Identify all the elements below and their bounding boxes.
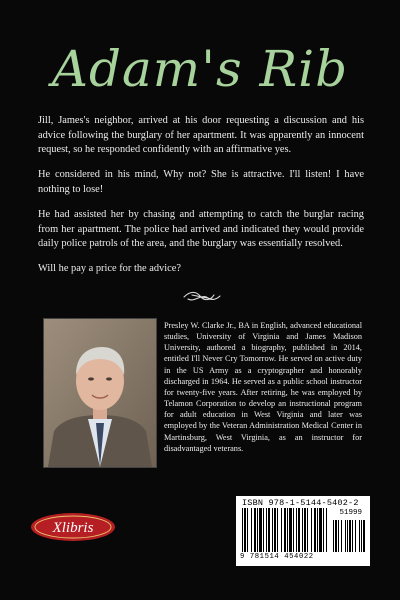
- blurb-paragraph: Jill, James's neighbor, arrived at his door requesting a discussion and his advice following the burglary of her apartment. It was apparently an innocent request, so he responded confidently with an affirmative yes.: [38, 115, 364, 156]
- svg-text:Xlibris: Xlibris: [52, 520, 94, 536]
- barcode-bars-icon: [242, 508, 328, 552]
- barcode-digits: 9 781514 454022: [240, 553, 314, 561]
- isbn-label: ISBN 978-1-5144-5402-2: [242, 498, 359, 508]
- author-portrait-icon: [44, 319, 156, 467]
- flourish-ornament-icon: [182, 289, 222, 305]
- isbn-barcode: [236, 496, 370, 566]
- blurb-paragraph: He had assisted her by chasing and attempting to catch the burglar racing from her apartment. The police had arrived and indicated they would provide daily police patrols of the area, and the burglary was essentially resolved.: [38, 208, 364, 250]
- book-title: Adam's Rib: [51, 40, 349, 98]
- back-cover-blurb: [38, 114, 364, 287]
- author-photo: [43, 318, 157, 468]
- author-bio: Presley W. Clarke Jr., BA in English, advanced educational studies, University of Virginia and James Madison University, authored a biography, published in 2014, entitled I'll Never Cry Tomorrow. He served on active duty in the US Army as a cryptographer and honorably discharged in 1964. He served as a public school instructor for twenty-five years. After retiring, he was employed by Telamon Corporation to develop an instructional program for adult education in West Virginia and later was employed by the Veteran Administration Medical Center in Martinsburg, West Virginia, as an instructor for disadvantaged veterans.: [164, 321, 362, 453]
- xlibris-logo: [30, 512, 116, 542]
- blurb-paragraph: Will he pay a price for the advice?: [38, 263, 181, 275]
- price-code: 51999: [339, 509, 362, 517]
- blurb-paragraph: He considered in his mind, Why not? She is attractive. I'll listen! I have nothing to lose!: [38, 169, 364, 195]
- price-barcode-bars-icon: [333, 520, 365, 552]
